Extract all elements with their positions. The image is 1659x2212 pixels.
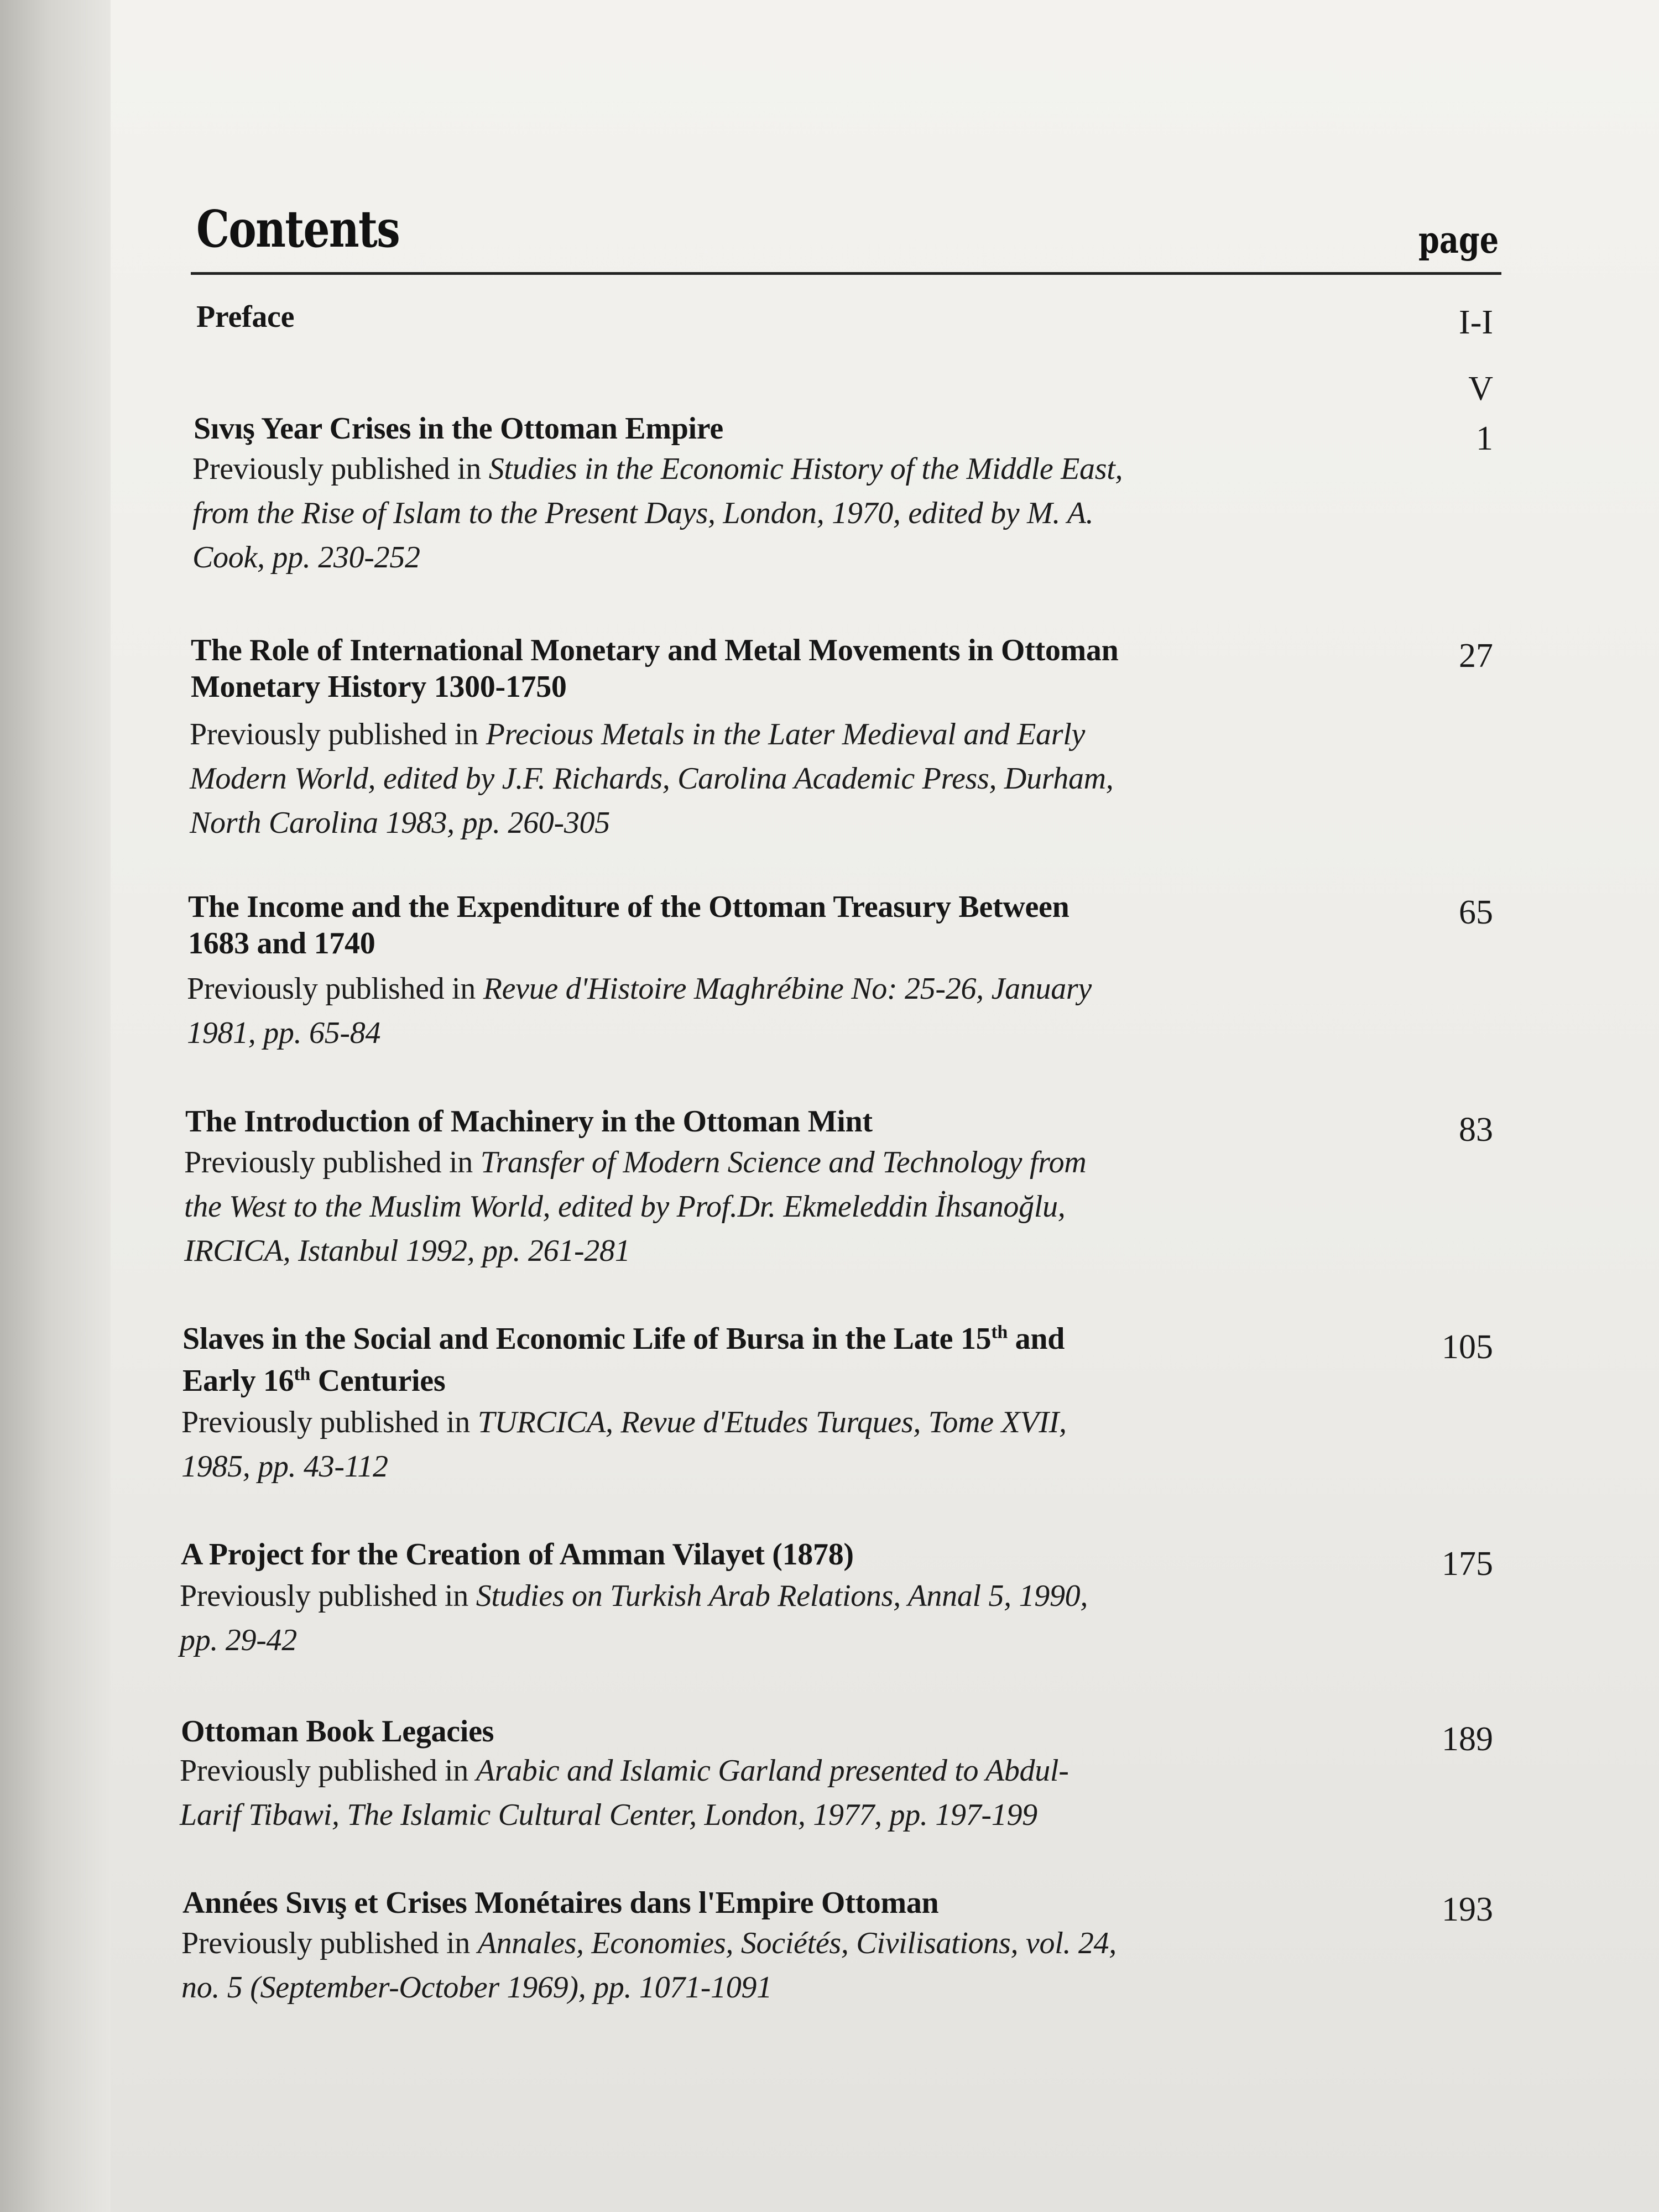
entry-publication-source: TURCICA, Revue d'Etudes Turques, Tome XVII, — [477, 1405, 1067, 1439]
book-binding-shadow — [0, 0, 111, 2212]
entry-publication-source: Transfer of Modern Science and Technology from — [480, 1145, 1087, 1180]
entry-publication-source: no. 5 (September-October 1969), pp. 1071-1091 — [181, 1970, 772, 2005]
entry-title: Preface — [196, 300, 295, 334]
entry-page-number: V — [1468, 370, 1493, 408]
ordinal-suffix: th — [991, 1322, 1008, 1343]
entry-title-line: Slaves in the Social and Economic Life of Bursa in the Late 15 — [182, 1322, 992, 1356]
entry-publication-source: IRCICA, Istanbul 1992, pp. 261-281 — [184, 1234, 630, 1268]
entry-publication-prefix: Previously published in — [181, 1926, 478, 1960]
entry-publication-source: Cook, pp. 230-252 — [192, 540, 420, 575]
entry-publication-source: pp. 29-42 — [180, 1623, 297, 1657]
entry-title-line: Centuries — [310, 1364, 446, 1398]
ordinal-suffix: th — [294, 1364, 311, 1385]
entry-page-number: 65 — [1459, 894, 1493, 931]
entry-title-line: The Role of International Monetary and Metal Movements in Ottoman — [191, 633, 1119, 667]
entry-publication-source: Revue d'Histoire Maghrébine No: 25-26, January — [483, 972, 1092, 1006]
entry-page-number: 83 — [1459, 1111, 1493, 1149]
entry-publication-prefix: Previously published in — [184, 1145, 481, 1180]
entry-publication-prefix: Previously published in — [187, 972, 483, 1006]
entry-publication-source: from the Rise of Islam to the Present Days, London, 1970, edited by M. A. — [192, 496, 1094, 530]
page-title: Contents — [196, 199, 400, 259]
entry-title-line: The Income and the Expenditure of the Ottoman Treasury Between — [188, 890, 1070, 924]
entry-publication-source: the West to the Muslim World, edited by Prof.Dr. Ekmeleddin İhsanoğlu, — [184, 1190, 1066, 1224]
entry-title: Sıvış Year Crises in the Ottoman Empire — [194, 411, 723, 446]
entry-title: Années Sıvış et Crises Monétaires dans l'Empire Ottoman — [182, 1886, 939, 1920]
entry-title: The Introduction of Machinery in the Ottoman Mint — [185, 1104, 873, 1139]
entry-page-number: 27 — [1459, 637, 1493, 675]
entry-publication-source: Annales, Economies, Sociétés, Civilisations, vol. 24, — [477, 1926, 1117, 1960]
entry-publication-source: Modern World, edited by J.F. Richards, Carolina Academic Press, Durham, — [190, 761, 1114, 796]
entry-publication — [187, 967, 1092, 1055]
entry-publication-source: Arabic and Islamic Garland presented to Abdul- — [476, 1754, 1069, 1788]
entry-publication-source: 1985, pp. 43-112 — [181, 1449, 388, 1484]
entry-title — [182, 1318, 1065, 1402]
entry-publication — [184, 1140, 1086, 1273]
entry-publication-source: Precious Metals in the Later Medieval and Early — [486, 717, 1086, 752]
entry-page-number: 189 — [1442, 1720, 1493, 1758]
entry-title-line: Early 16 — [182, 1364, 294, 1398]
entry-page-number: I-I — [1459, 304, 1493, 341]
entry-title — [188, 889, 1069, 962]
entry-publication — [181, 1921, 1117, 2010]
entry-page-number: 105 — [1442, 1328, 1493, 1366]
entry-publication — [181, 1400, 1067, 1489]
page-column-label: page — [1418, 218, 1499, 262]
contents-page — [111, 0, 1659, 2212]
entry-publication-prefix: Previously published in — [180, 1754, 476, 1788]
entry-title-line: and — [1007, 1322, 1065, 1356]
header-rule — [191, 272, 1501, 275]
entry-publication-source: Studies on Turkish Arab Relations, Annal 5, 1990, — [476, 1579, 1088, 1613]
entry-publication — [192, 447, 1123, 580]
entry-title-line: 1683 and 1740 — [188, 926, 375, 961]
entry-title-line: Monetary History 1300-1750 — [191, 670, 567, 704]
entry-publication-source: Studies in the Economic History of the Middle East, — [488, 452, 1123, 486]
entry-publication-source: 1981, pp. 65-84 — [187, 1016, 381, 1050]
entry-publication-source: Larif Tibawi, The Islamic Cultural Center, London, 1977, pp. 197-199 — [180, 1798, 1037, 1832]
entry-page-number: 175 — [1442, 1545, 1493, 1583]
entry-publication — [180, 1574, 1088, 1662]
entry-title — [191, 632, 1118, 705]
entry-publication — [190, 712, 1114, 845]
entry-title: A Project for the Creation of Amman Vilayet (1878) — [181, 1537, 854, 1572]
entry-page-number: 1 — [1476, 420, 1493, 457]
entry-publication-source: North Carolina 1983, pp. 260-305 — [190, 806, 610, 840]
entry-page-number: 193 — [1442, 1891, 1493, 1928]
entry-publication — [180, 1749, 1069, 1837]
entry-publication-prefix: Previously published in — [192, 452, 489, 486]
entry-title: Ottoman Book Legacies — [181, 1714, 494, 1749]
entry-publication-prefix: Previously published in — [181, 1405, 478, 1439]
entry-publication-prefix: Previously published in — [190, 717, 486, 752]
entry-publication-prefix: Previously published in — [180, 1579, 476, 1613]
